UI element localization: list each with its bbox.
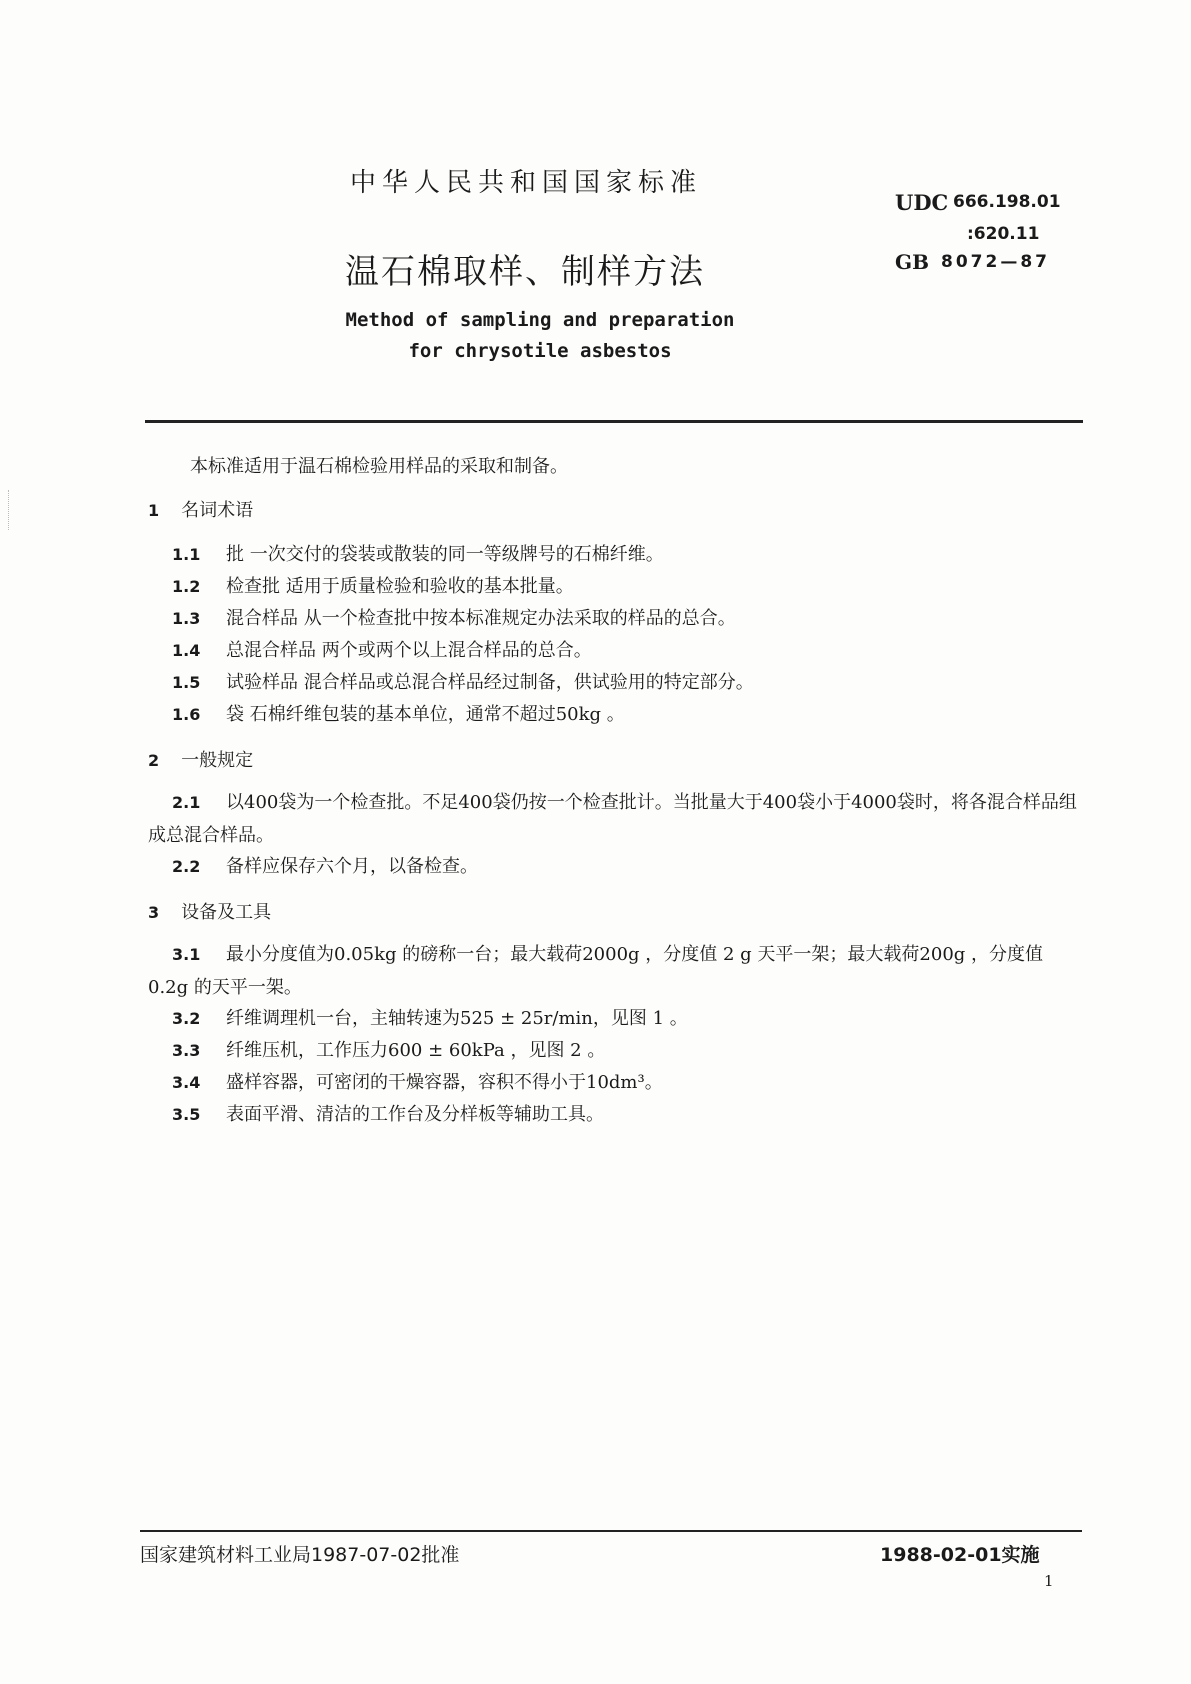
english-title-line2: for chrysotile asbestos [408, 340, 672, 362]
list-item [172, 668, 754, 694]
item-text: 试验样品 混合样品或总混合样品经过制备，供试验用的特定部分。 [226, 672, 754, 693]
item-text: 纤维压机，工作压力600 ± 60kPa ，见图 2 。 [226, 1040, 606, 1061]
footer-rule [140, 1530, 1082, 1532]
section-number: 1 [148, 501, 160, 520]
section-title: 设备及工具 [181, 902, 272, 923]
item-text: 最小分度值为0.05kg 的磅称一台；最大载荷2000g ，分度值 2 g 天平一架；最大载荷200g ，分度值0.2g 的天平一架。 [148, 944, 1044, 998]
page-number: 1 [1044, 1572, 1054, 1590]
intro-text: 本标准适用于温石棉检验用样品的采取和制备。 [190, 456, 568, 477]
item-number: 1.4 [172, 641, 201, 660]
implementation-date: 1988-02-01实施 [880, 1544, 1040, 1566]
section-number: 3 [148, 903, 160, 922]
item-number: 3.5 [172, 1105, 201, 1124]
document-title: 温石棉取样、制样方法 [345, 252, 705, 292]
item-number: 3.3 [172, 1041, 201, 1060]
section-3-heading [148, 898, 271, 924]
header-rule [145, 420, 1083, 423]
gb-label: GB [895, 250, 929, 274]
scan-edge-marks [8, 490, 11, 530]
standard-name: 中华人民共和国国家标准 [350, 168, 703, 198]
list-item [172, 1100, 604, 1126]
item-number: 3.1 [172, 945, 201, 964]
item-number: 2.1 [172, 793, 201, 812]
english-title-line1: Method of sampling and preparation [345, 309, 735, 331]
udc-code-line2: :620.11 [967, 224, 1040, 244]
udc-code-line1: 666.198.01 [953, 192, 1061, 212]
list-item [148, 786, 1083, 852]
item-text: 总混合样品 两个或两个以上混合样品的总合。 [226, 640, 592, 661]
item-text: 批 一次交付的袋装或散装的同一等级牌号的石棉纤维。 [226, 544, 664, 565]
item-text: 备样应保存六个月，以备检查。 [226, 856, 478, 877]
item-number: 1.6 [172, 705, 201, 724]
item-number: 1.1 [172, 545, 201, 564]
gb-number: 8072—87 [941, 252, 1050, 272]
section-title: 一般规定 [181, 750, 254, 771]
list-item [172, 1036, 605, 1062]
list-item [148, 938, 1083, 1004]
list-item [172, 700, 625, 726]
item-text: 混合样品 从一个检查批中按本标准规定办法采取的样品的总合。 [226, 608, 736, 629]
section-1-heading [148, 496, 253, 522]
list-item [172, 1068, 663, 1094]
item-text: 表面平滑、清洁的工作台及分样板等辅助工具。 [226, 1104, 604, 1125]
item-text: 盛样容器，可密闭的干燥容器，容积不得小于10dm³。 [226, 1072, 663, 1093]
item-number: 2.2 [172, 857, 201, 876]
udc-label: UDC [895, 190, 949, 215]
list-item [172, 636, 592, 662]
list-item [172, 1004, 688, 1030]
approval-line: 国家建筑材料工业局1987-07-02批准 [140, 1544, 460, 1566]
item-text: 检查批 适用于质量检验和验收的基本批量。 [226, 576, 574, 597]
item-number: 3.2 [172, 1009, 201, 1028]
section-title: 名词术语 [181, 500, 254, 521]
item-text: 纤维调理机一台，主轴转速为525 ± 25r/min，见图 1 。 [226, 1008, 688, 1029]
list-item [172, 572, 574, 598]
section-2-heading [148, 746, 253, 772]
list-item [172, 852, 478, 878]
english-title [320, 305, 760, 367]
item-text: 以400袋为一个检查批。不足400袋仍按一个检查批计。当批量大于400袋小于4000袋时，将各混合样品组成总混合样品。 [148, 792, 1077, 846]
item-number: 3.4 [172, 1073, 201, 1092]
list-item [172, 540, 664, 566]
item-number: 1.3 [172, 609, 201, 628]
list-item [172, 604, 736, 630]
section-number: 2 [148, 751, 160, 770]
item-number: 1.2 [172, 577, 201, 596]
item-text: 袋 石棉纤维包装的基本单位，通常不超过50kg 。 [226, 704, 625, 725]
item-number: 1.5 [172, 673, 201, 692]
